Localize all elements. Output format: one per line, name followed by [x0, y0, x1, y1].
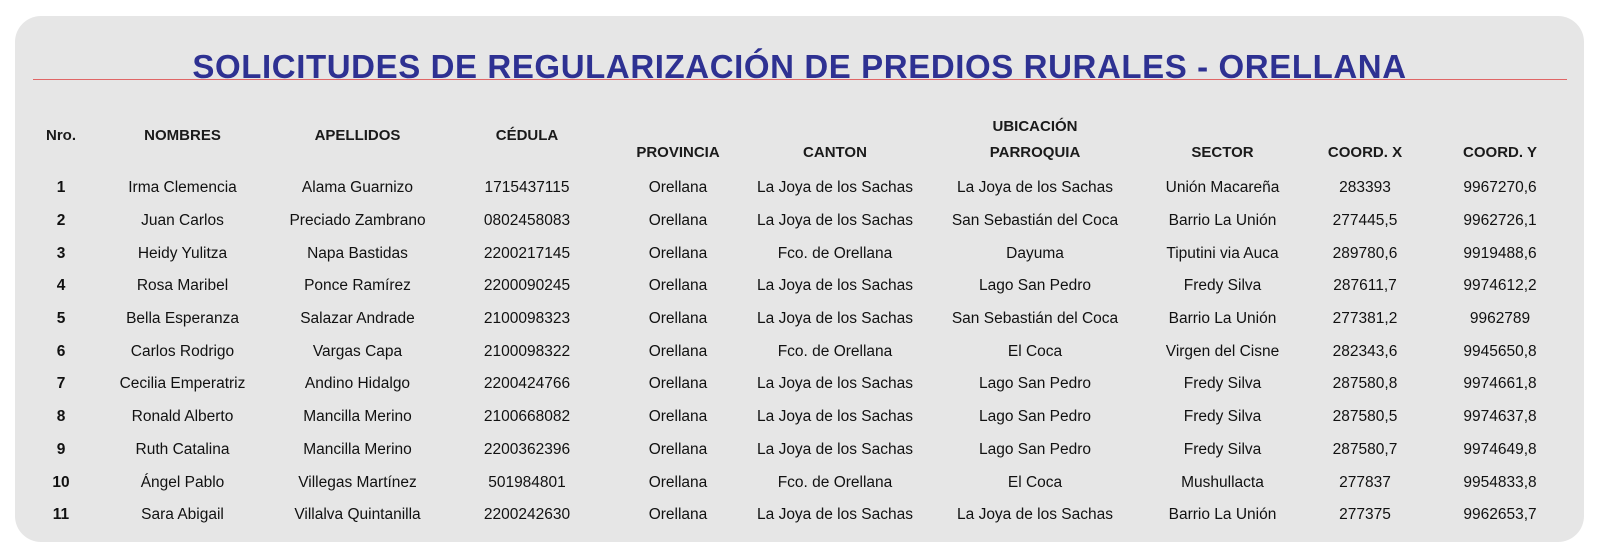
cell-nombres: Ángel Pablo: [140, 473, 225, 491]
cell-provincia: Orellana: [648, 179, 708, 197]
cell-sector: Mushullacta: [1181, 473, 1264, 491]
header-ubicacion-parroquia: [925, 108, 1145, 172]
cell-nro: 6: [56, 342, 66, 360]
header-apellidos: APELLIDOS: [314, 127, 401, 144]
cell-parroquia: San Sebastián del Coca: [951, 212, 1119, 230]
cell-cedula: 2100098322: [483, 342, 571, 360]
table-row: [29, 499, 1570, 532]
cell-sector: Barrio La Unión: [1168, 506, 1277, 524]
cell-parroquia: El Coca: [1007, 342, 1063, 360]
table-row: [29, 303, 1570, 336]
cell-parroquia: Lago San Pedro: [978, 440, 1092, 458]
cell-canton: La Joya de los Sachas: [757, 179, 913, 197]
cell-provincia: Orellana: [648, 440, 708, 458]
cell-nro: 4: [56, 277, 66, 295]
cell-sector: Fredy Silva: [1183, 375, 1262, 393]
header-canton: CANTON: [803, 144, 867, 161]
cell-apellidos: Vargas Capa: [312, 342, 403, 360]
cell-cedula: 2200362396: [483, 440, 571, 458]
cell-parroquia: Lago San Pedro: [978, 375, 1092, 393]
table-row: [29, 434, 1570, 467]
cell-coord-x: 282343,6: [1332, 342, 1398, 360]
header-cedula: CÉDULA: [495, 127, 559, 144]
cell-provincia: Orellana: [648, 506, 708, 524]
cell-cedula: 501984801: [488, 473, 566, 491]
table-row: [29, 172, 1570, 205]
page-title: SOLICITUDES DE REGULARIZACIÓN DE PREDIOS RURALES - ORELLANA: [192, 48, 1407, 85]
cell-apellidos: Villegas Martínez: [298, 473, 417, 491]
cell-provincia: Orellana: [648, 473, 708, 491]
cell-coord-y: 9919488,6: [1463, 244, 1537, 262]
cell-nro: 5: [56, 310, 66, 328]
cell-coord-y: 9954833,8: [1463, 473, 1537, 491]
cell-coord-x: 277381,2: [1332, 310, 1398, 328]
header-coord-y: COORD. Y: [1463, 144, 1537, 161]
cell-nombres: Carlos Rodrigo: [130, 342, 235, 360]
cell-nombres: Cecilia Emperatriz: [119, 375, 246, 393]
cell-sector: Unión Macareña: [1165, 179, 1280, 197]
cell-nro: 8: [56, 408, 66, 426]
cell-parroquia: El Coca: [1007, 473, 1063, 491]
table-body: [29, 172, 1570, 532]
cell-canton: La Joya de los Sachas: [757, 375, 913, 393]
cell-cedula: 1715437115: [484, 179, 570, 197]
cell-sector: Tiputini via Auca: [1166, 244, 1279, 262]
table-row: [29, 466, 1570, 499]
cell-coord-x: 287611,7: [1333, 277, 1397, 295]
cell-provincia: Orellana: [648, 342, 708, 360]
cell-apellidos: Napa Bastidas: [307, 244, 408, 262]
cell-parroquia: Lago San Pedro: [978, 408, 1092, 426]
cell-canton: Fco. de Orellana: [777, 342, 893, 360]
cell-canton: La Joya de los Sachas: [757, 277, 913, 295]
cell-nombres: Rosa Maribel: [136, 277, 229, 295]
header-provincia: PROVINCIA: [636, 144, 720, 161]
cell-canton: La Joya de los Sachas: [757, 212, 913, 230]
cell-sector: Barrio La Unión: [1168, 212, 1277, 230]
cell-nombres: Ruth Catalina: [135, 440, 230, 458]
cell-canton: Fco. de Orellana: [777, 244, 893, 262]
cell-canton: La Joya de los Sachas: [757, 440, 913, 458]
cell-nombres: Heidy Yulitza: [137, 244, 228, 262]
cell-apellidos: Mancilla Merino: [303, 408, 412, 426]
title-divider: [33, 79, 1567, 80]
cell-cedula: 2200090245: [483, 277, 571, 295]
header-coord-x: COORD. X: [1327, 144, 1403, 161]
cell-cedula: 2200217145: [483, 244, 571, 262]
table-row: [29, 237, 1570, 270]
cell-parroquia: Lago San Pedro: [978, 277, 1092, 295]
cell-coord-y: 9962789: [1469, 310, 1531, 328]
cell-nro: 7: [56, 375, 66, 393]
cell-sector: Fredy Silva: [1183, 440, 1262, 458]
cell-cedula: 2100098323: [483, 310, 571, 328]
cell-apellidos: Alama Guarnizo: [301, 179, 414, 197]
cell-coord-y: 9974612,2: [1463, 277, 1537, 295]
cell-provincia: Orellana: [648, 277, 708, 295]
cell-cedula: 2200242630: [483, 506, 571, 524]
cell-apellidos: Preciado Zambrano: [289, 212, 426, 230]
header-nombres: NOMBRES: [144, 127, 221, 144]
cell-coord-y: 9945650,8: [1463, 342, 1537, 360]
header-row: [29, 108, 1570, 172]
table-row: [29, 270, 1570, 303]
header-sector: SECTOR: [1191, 144, 1254, 161]
cell-provincia: Orellana: [648, 408, 708, 426]
cell-coord-y: 9974637,8: [1463, 408, 1537, 426]
cell-nombres: Irma Clemencia: [128, 179, 237, 197]
cell-coord-x: 287580,7: [1332, 440, 1398, 458]
cell-provincia: Orellana: [648, 310, 708, 328]
cell-coord-x: 283393: [1339, 179, 1391, 197]
cell-coord-x: 277837: [1339, 473, 1391, 491]
cell-nro: 9: [56, 440, 66, 458]
cell-nombres: Sara Abigail: [141, 506, 224, 524]
cell-apellidos: Ponce Ramírez: [304, 277, 411, 295]
cell-nombres: Bella Esperanza: [126, 310, 239, 328]
cell-coord-y: 9962653,7: [1463, 506, 1537, 524]
cell-nombres: Ronald Alberto: [131, 408, 234, 426]
cell-nro: 3: [56, 244, 66, 262]
cell-coord-y: 9974661,8: [1463, 375, 1537, 393]
cell-nro: 1: [56, 179, 66, 197]
table-row: [29, 401, 1570, 434]
cell-provincia: Orellana: [648, 244, 708, 262]
cell-cedula: 0802458083: [483, 212, 571, 230]
cell-nro: 10: [52, 473, 70, 491]
cell-sector: Virgen del Cisne: [1165, 342, 1280, 360]
cell-parroquia: La Joya de los Sachas: [957, 179, 1113, 197]
cell-sector: Fredy Silva: [1183, 408, 1262, 426]
cell-cedula: 2200424766: [483, 375, 571, 393]
cell-coord-y: 9962726,1: [1463, 212, 1537, 230]
cell-nro: 2: [56, 212, 66, 230]
cell-canton: La Joya de los Sachas: [757, 310, 913, 328]
cell-apellidos: Villalva Quintanilla: [294, 506, 421, 524]
cell-provincia: Orellana: [648, 212, 708, 230]
cell-coord-x: 277445,5: [1332, 212, 1398, 230]
cell-nombres: Juan Carlos: [141, 212, 224, 230]
header-ubicacion: UBICACIÓN: [992, 118, 1078, 135]
table-row: [29, 335, 1570, 368]
cell-apellidos: Andino Hidalgo: [304, 375, 411, 393]
cell-apellidos: Mancilla Merino: [303, 440, 412, 458]
table-card: [15, 16, 1584, 542]
cell-canton: La Joya de los Sachas: [757, 506, 913, 524]
cell-provincia: Orellana: [648, 375, 708, 393]
cell-canton: La Joya de los Sachas: [757, 408, 913, 426]
cell-coord-x: 289780,6: [1332, 244, 1398, 262]
cell-cedula: 2100668082: [483, 408, 571, 426]
cell-coord-x: 277375: [1339, 506, 1391, 524]
cell-sector: Barrio La Unión: [1168, 310, 1277, 328]
header-parroquia: PARROQUIA: [989, 144, 1081, 161]
table-row: [29, 205, 1570, 238]
cell-canton: Fco. de Orellana: [777, 473, 893, 491]
table-row: [29, 368, 1570, 401]
cell-sector: Fredy Silva: [1183, 277, 1262, 295]
cell-coord-y: 9967270,6: [1463, 179, 1537, 197]
cell-nro: 11: [52, 506, 70, 524]
cell-coord-x: 287580,8: [1332, 375, 1398, 393]
cell-parroquia: San Sebastián del Coca: [951, 310, 1119, 328]
cell-coord-x: 287580,5: [1332, 408, 1398, 426]
solicitudes-table: [29, 108, 1570, 532]
cell-parroquia: Dayuma: [1006, 244, 1064, 262]
cell-coord-y: 9974649,8: [1463, 440, 1537, 458]
cell-apellidos: Salazar Andrade: [300, 310, 415, 328]
header-nro: Nro.: [46, 127, 76, 144]
cell-parroquia: La Joya de los Sachas: [957, 506, 1113, 524]
